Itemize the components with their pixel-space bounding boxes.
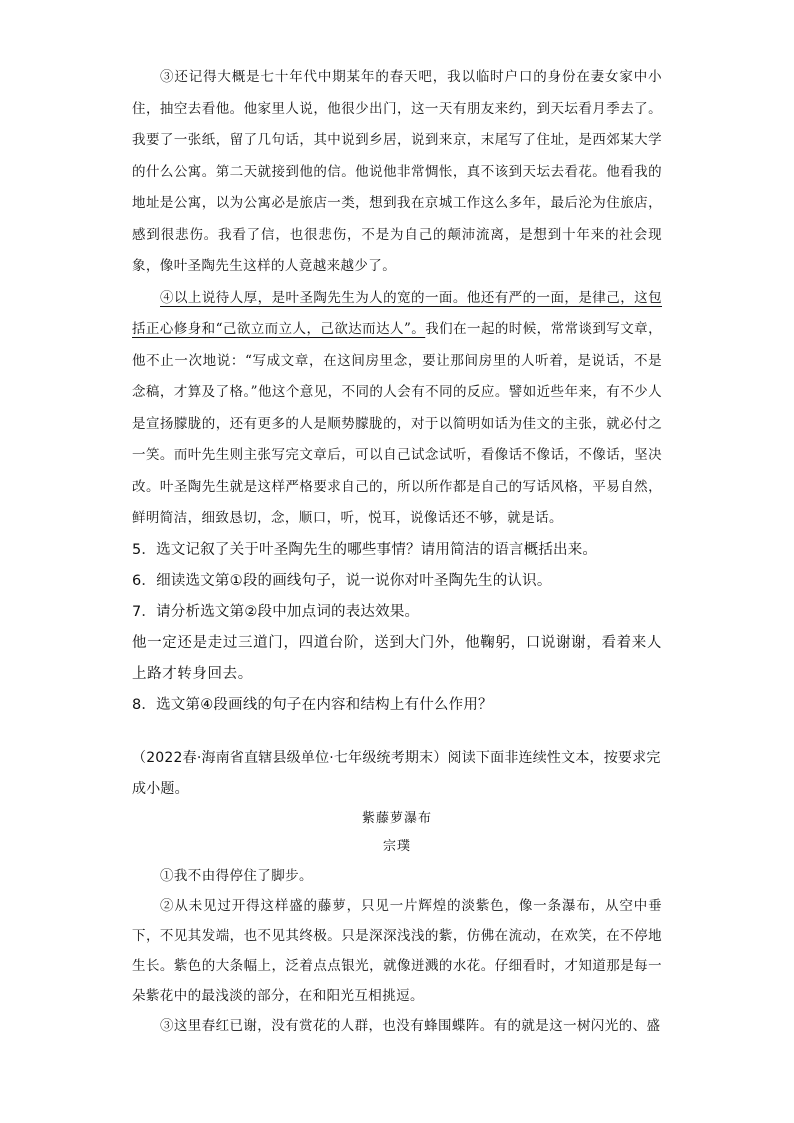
question-7: 7．请分析选文第②段中加点词的表达效果。: [132, 603, 420, 620]
section-intro: （2022春·海南省直辖县级单位·七年级统考期末）阅读下面非连续性文本，按要求完成小题。: [132, 749, 661, 797]
article-paragraph-2: ②从未见过开得这样盛的藤萝，只见一片辉煌的淡紫色，像一条瀑布，从空中垂下，不见其发端，也不见其终极。只是深深浅浅的紫，仿佛在流动，在欢笑，在不停地生长。紫色的大条幅上，泛着点点银光，就像迸溅的水花。仔细看时，才知道那是每一朵紫花中的最浅淡的部分，在和阳光互相挑逗。: [132, 897, 662, 1004]
passage-paragraph-4: [132, 283, 662, 535]
underlined-sentence: ④以上说待人厚，是叶圣陶先生为人的宽的一面。他还有严的一面，是律己，这包括正心修身和“己欲立而立人，己欲达而达人”。: [132, 289, 662, 337]
question-6: 6．细读选文第①段的画线句子，说一说你对叶圣陶先生的认识。: [132, 572, 552, 589]
article-paragraph-3: ③这里春红已谢，没有赏花的人群，也没有蜂围蝶阵。有的就是这一树闪光的、盛: [160, 1017, 661, 1034]
question-5: 5．选文记叙了关于叶圣陶先生的哪些事情？请用简洁的语言概括出来。: [132, 541, 598, 558]
paragraph-4-rest: 我们在一起的时候，常常谈到写文章，他不止一次地说：“写成文章，在这间房里念，要让那间房里的人听着，是说话，不是念稿，才算及了格。”他这个意见，不同的人会有不同的反应。譬如近些年来，有不少人是宣扬朦胧的，还有更多的人是顺势朦胧的，对于以简明如话为佳文的主张，就必付之一笑。而叶先生则主张写完文章后，可以自己试念试听，看像话不像话，不像话，坚决改。叶圣陶先生就是这样严格要求自己的，所以所作都是自己的写话风格，平易自然，鲜明简洁，细致恳切，念，顺口，听，悦耳，说像话还不够，就是话。: [132, 321, 662, 526]
section-gap: [132, 721, 662, 743]
article-title: 紫藤萝瀑布: [361, 810, 432, 826]
passage-paragraph-3: ③还记得大概是七十年代中期某年的春天吧，我以临时户口的身份在妻女家中小住，抽空去看他。他家里人说，他很少出门，这一天有朋友来约，到天坛看月季去了。我要了一张纸，留了几句话，其中说到乡居，说到来京，末尾写了住址，是西郊某大学的什么公寓。第二天就接到他的信。他说他非常惆怅，真不该到天坛去看花。他看我的地址是公寓，以为公寓必是旅店一类，想到我在京城工作这么多年，最后沦为住旅店，感到很悲伤。我看了信，也很悲伤，不是为自己的颠沛流离，是想到十年来的社会现象，像叶圣陶先生这样的人竟越来越少了。: [132, 69, 662, 274]
question-8: 8．选文第④段画线的句子在内容和结构上有什么作用？: [132, 696, 493, 713]
article-paragraph-1: ①我不由得停住了脚步。: [160, 867, 313, 884]
article-author: 宗璞: [382, 838, 411, 854]
document-page: [132, 62, 662, 1041]
question-7-quote: 他一定还是走过三道门，四道台阶，送到大门外，他鞠躬，口说谢谢，看着来人上路才转身回去。: [132, 634, 662, 682]
